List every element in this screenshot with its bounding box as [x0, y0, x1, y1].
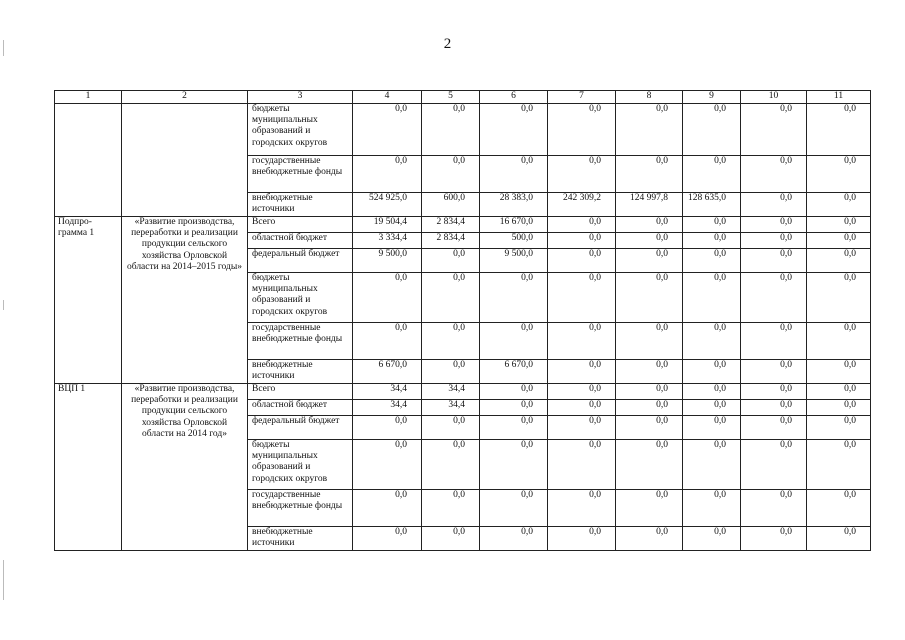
amount-cell: 0,0: [741, 490, 807, 527]
amount-cell: 0,0: [548, 440, 616, 490]
amount-cell: 0,0: [807, 384, 871, 400]
amount-cell: 0,0: [807, 217, 871, 233]
amount-cell: 0,0: [548, 249, 616, 273]
funding-source-cell: Всего: [248, 217, 353, 233]
table-row: [55, 217, 871, 233]
table-row: [55, 104, 871, 156]
amount-cell: 0,0: [616, 490, 683, 527]
amount-cell: 0,0: [548, 360, 616, 384]
scan-edge-mark: [3, 560, 4, 600]
amount-cell: 0,0: [741, 400, 807, 416]
program-code-cell: [55, 104, 122, 217]
funding-source-cell: федеральный бюджет: [248, 416, 353, 440]
amount-cell: 0,0: [353, 490, 422, 527]
column-header: 10: [741, 91, 807, 104]
amount-cell: 0,0: [353, 273, 422, 323]
amount-cell: 0,0: [480, 440, 548, 490]
amount-cell: 0,0: [480, 104, 548, 156]
amount-cell: 6 670,0: [353, 360, 422, 384]
amount-cell: 0,0: [807, 233, 871, 249]
amount-cell: 0,0: [807, 527, 871, 551]
amount-cell: 0,0: [683, 249, 741, 273]
amount-cell: 0,0: [807, 490, 871, 527]
amount-cell: 0,0: [353, 323, 422, 360]
amount-cell: 0,0: [422, 416, 480, 440]
column-header: 5: [422, 91, 480, 104]
amount-cell: 0,0: [683, 400, 741, 416]
amount-cell: 0,0: [548, 104, 616, 156]
amount-cell: 0,0: [548, 217, 616, 233]
amount-cell: 0,0: [616, 217, 683, 233]
amount-cell: 0,0: [353, 527, 422, 551]
amount-cell: 6 670,0: [480, 360, 548, 384]
amount-cell: 0,0: [683, 217, 741, 233]
program-code-cell: Подпро-грамма 1: [55, 217, 122, 384]
amount-cell: 0,0: [616, 360, 683, 384]
amount-cell: 0,0: [422, 490, 480, 527]
amount-cell: 0,0: [616, 104, 683, 156]
scan-edge-mark: [3, 300, 4, 310]
amount-cell: 0,0: [480, 416, 548, 440]
amount-cell: 0,0: [616, 156, 683, 193]
amount-cell: 0,0: [741, 360, 807, 384]
amount-cell: 0,0: [616, 384, 683, 400]
amount-cell: 0,0: [548, 156, 616, 193]
amount-cell: 2 834,4: [422, 233, 480, 249]
program-name-cell: «Развитие производства, переработки и реализации продукции сельского хозяйства Орловской области на 2014–2015 годы»: [122, 217, 248, 384]
amount-cell: 9 500,0: [480, 249, 548, 273]
column-header: 3: [248, 91, 353, 104]
amount-cell: 124 997,8: [616, 193, 683, 217]
amount-cell: 0,0: [422, 104, 480, 156]
amount-cell: 0,0: [616, 233, 683, 249]
amount-cell: 0,0: [616, 527, 683, 551]
funding-source-cell: государственные внебюджетные фонды: [248, 323, 353, 360]
amount-cell: 0,0: [683, 490, 741, 527]
column-header: 9: [683, 91, 741, 104]
amount-cell: 0,0: [807, 323, 871, 360]
amount-cell: 0,0: [683, 527, 741, 551]
funding-source-cell: внебюджетные источники: [248, 193, 353, 217]
amount-cell: 0,0: [353, 104, 422, 156]
funding-source-cell: внебюджетные источники: [248, 527, 353, 551]
amount-cell: 500,0: [480, 233, 548, 249]
program-code-cell: ВЦП 1: [55, 384, 122, 551]
amount-cell: 0,0: [683, 323, 741, 360]
amount-cell: 0,0: [616, 273, 683, 323]
amount-cell: 0,0: [683, 384, 741, 400]
amount-cell: 0,0: [741, 416, 807, 440]
amount-cell: 0,0: [741, 323, 807, 360]
amount-cell: 0,0: [683, 104, 741, 156]
program-name-cell: «Развитие производства, переработки и реализации продукции сельского хозяйства Орловской области на 2014 год»: [122, 384, 248, 551]
amount-cell: 0,0: [480, 384, 548, 400]
column-header: 1: [55, 91, 122, 104]
amount-cell: 0,0: [683, 440, 741, 490]
amount-cell: 0,0: [807, 104, 871, 156]
amount-cell: 0,0: [422, 440, 480, 490]
amount-cell: 0,0: [807, 156, 871, 193]
amount-cell: 0,0: [616, 323, 683, 360]
amount-cell: 0,0: [807, 360, 871, 384]
amount-cell: 524 925,0: [353, 193, 422, 217]
amount-cell: 0,0: [807, 416, 871, 440]
funding-source-cell: государственные внебюджетные фонды: [248, 156, 353, 193]
amount-cell: 0,0: [741, 217, 807, 233]
column-header: 7: [548, 91, 616, 104]
amount-cell: 34,4: [353, 384, 422, 400]
amount-cell: 0,0: [422, 360, 480, 384]
amount-cell: 2 834,4: [422, 217, 480, 233]
amount-cell: 0,0: [616, 400, 683, 416]
amount-cell: 128 635,0: [683, 193, 741, 217]
amount-cell: 0,0: [683, 233, 741, 249]
column-number-row: [55, 91, 871, 104]
funding-source-cell: областной бюджет: [248, 233, 353, 249]
financing-table: [54, 90, 871, 551]
amount-cell: 0,0: [741, 249, 807, 273]
amount-cell: 0,0: [807, 249, 871, 273]
amount-cell: 0,0: [683, 360, 741, 384]
amount-cell: 0,0: [548, 273, 616, 323]
amount-cell: 0,0: [353, 440, 422, 490]
amount-cell: 34,4: [422, 384, 480, 400]
funding-source-cell: бюджеты муниципальных образований и городских округов: [248, 104, 353, 156]
page-number: 2: [443, 36, 452, 52]
amount-cell: 0,0: [548, 400, 616, 416]
amount-cell: 0,0: [741, 440, 807, 490]
amount-cell: 0,0: [548, 416, 616, 440]
amount-cell: 0,0: [807, 440, 871, 490]
amount-cell: 0,0: [422, 527, 480, 551]
amount-cell: 0,0: [616, 440, 683, 490]
funding-source-cell: внебюджетные источники: [248, 360, 353, 384]
amount-cell: 0,0: [480, 400, 548, 416]
funding-source-cell: бюджеты муниципальных образований и городских округов: [248, 273, 353, 323]
amount-cell: 34,4: [353, 400, 422, 416]
column-header: 2: [122, 91, 248, 104]
amount-cell: 0,0: [353, 156, 422, 193]
amount-cell: 0,0: [353, 416, 422, 440]
amount-cell: 0,0: [741, 156, 807, 193]
amount-cell: 242 309,2: [548, 193, 616, 217]
amount-cell: 0,0: [422, 156, 480, 193]
amount-cell: 0,0: [480, 490, 548, 527]
amount-cell: 16 670,0: [480, 217, 548, 233]
amount-cell: 0,0: [480, 156, 548, 193]
amount-cell: 0,0: [741, 527, 807, 551]
amount-cell: 34,4: [422, 400, 480, 416]
amount-cell: 0,0: [807, 400, 871, 416]
amount-cell: 0,0: [422, 323, 480, 360]
funding-source-cell: Всего: [248, 384, 353, 400]
amount-cell: 0,0: [422, 249, 480, 273]
amount-cell: 600,0: [422, 193, 480, 217]
funding-source-cell: бюджеты муниципальных образований и городских округов: [248, 440, 353, 490]
column-header: 6: [480, 91, 548, 104]
amount-cell: 28 383,0: [480, 193, 548, 217]
amount-cell: 0,0: [741, 193, 807, 217]
column-header: 11: [807, 91, 871, 104]
amount-cell: 0,0: [741, 384, 807, 400]
funding-source-cell: государственные внебюджетные фонды: [248, 490, 353, 527]
amount-cell: 0,0: [616, 249, 683, 273]
amount-cell: 0,0: [422, 273, 480, 323]
amount-cell: 0,0: [683, 156, 741, 193]
amount-cell: 0,0: [616, 416, 683, 440]
amount-cell: 19 504,4: [353, 217, 422, 233]
table-row: [55, 384, 871, 400]
amount-cell: 0,0: [548, 527, 616, 551]
column-header: 8: [616, 91, 683, 104]
amount-cell: 0,0: [548, 384, 616, 400]
amount-cell: 0,0: [480, 527, 548, 551]
amount-cell: 0,0: [548, 233, 616, 249]
amount-cell: 0,0: [741, 233, 807, 249]
amount-cell: 0,0: [548, 323, 616, 360]
amount-cell: 0,0: [683, 416, 741, 440]
funding-source-cell: федеральный бюджет: [248, 249, 353, 273]
amount-cell: 0,0: [480, 273, 548, 323]
amount-cell: 0,0: [480, 323, 548, 360]
program-name-cell: [122, 104, 248, 217]
amount-cell: 3 334,4: [353, 233, 422, 249]
amount-cell: 0,0: [683, 273, 741, 323]
amount-cell: 9 500,0: [353, 249, 422, 273]
funding-source-cell: областной бюджет: [248, 400, 353, 416]
amount-cell: 0,0: [741, 104, 807, 156]
column-header: 4: [353, 91, 422, 104]
amount-cell: 0,0: [807, 193, 871, 217]
amount-cell: 0,0: [741, 273, 807, 323]
amount-cell: 0,0: [807, 273, 871, 323]
amount-cell: 0,0: [548, 490, 616, 527]
